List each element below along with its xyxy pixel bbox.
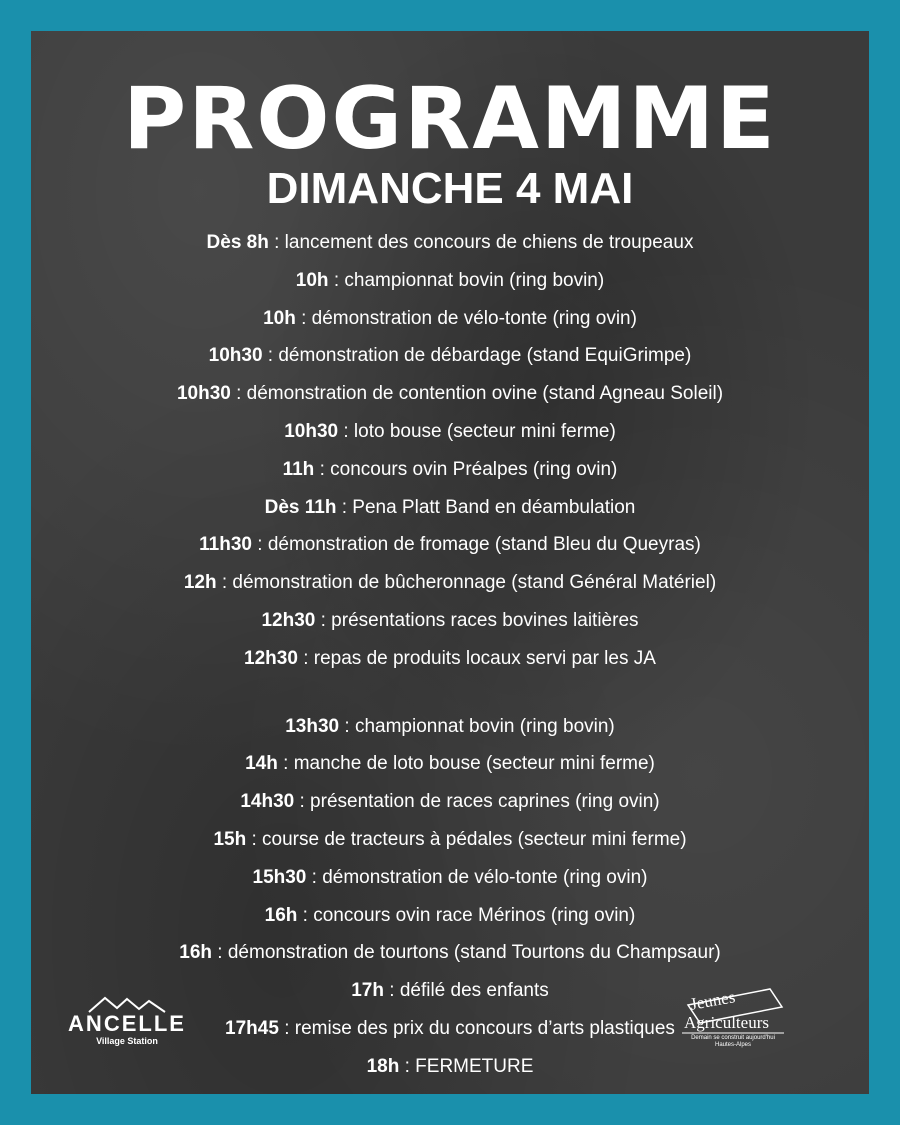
schedule-time: 12h30	[261, 609, 316, 631]
schedule-time: 15h	[213, 828, 247, 850]
schedule-row	[31, 934, 869, 972]
ancelle-name: ANCELLE	[68, 1011, 186, 1036]
schedule-row	[31, 564, 869, 602]
schedule-text: : FERMETURE	[399, 1055, 534, 1077]
schedule-row	[31, 413, 869, 451]
schedule-text: : présentation de races caprines (ring ovin)	[294, 791, 660, 813]
schedule-text: : démonstration de bûcheronnage (stand Général Matériel)	[216, 572, 717, 594]
schedule-time: 10h30	[176, 383, 231, 405]
ja-tagline: Demain se construit aujourd'hui Hautes-Alpes	[691, 1035, 775, 1048]
schedule-row	[31, 375, 869, 413]
schedule-text: : démonstration de fromage (stand Bleu du Queyras)	[251, 534, 701, 556]
schedule-row	[31, 821, 869, 859]
schedule-row	[31, 897, 869, 935]
schedule-text: : présentations races bovines laitières	[315, 609, 639, 631]
schedule-row	[31, 489, 869, 527]
schedule-row	[31, 451, 869, 489]
schedule-text: : concours ovin race Mérinos (ring ovin)	[297, 904, 636, 926]
schedule-row	[31, 526, 869, 564]
schedule-row	[31, 859, 869, 897]
ja-word-agriculteurs: Agriculteurs	[684, 1013, 769, 1032]
schedule-text: : championnat bovin (ring bovin)	[328, 269, 605, 291]
schedule-text: : championnat bovin (ring bovin)	[339, 715, 615, 737]
schedule-time: 17h	[351, 980, 384, 1002]
schedule-text: : loto bouse (secteur mini ferme)	[338, 420, 616, 442]
schedule-text: : Pena Platt Band en déambulation	[336, 496, 636, 518]
schedule-time: 10h	[263, 307, 296, 329]
schedule-text: : démonstration de tourtons (stand Tourtons du Champsaur)	[212, 942, 721, 964]
schedule-row	[31, 337, 869, 375]
schedule-text: : manche de loto bouse (secteur mini ferme)	[277, 753, 655, 775]
schedule-time: 15h30	[252, 866, 307, 888]
schedule-text: : remise des prix du concours d’arts plastiques	[278, 1017, 675, 1039]
schedule-time: 13h30	[285, 715, 340, 737]
schedule-row	[31, 783, 869, 821]
schedule-row	[31, 262, 869, 300]
ancelle-tagline: Village Station	[96, 1036, 158, 1046]
schedule-text: : démonstration de vélo-tonte (ring ovin)	[306, 866, 648, 888]
schedule-text: : course de tracteurs à pédales (secteur mini ferme)	[246, 828, 687, 850]
schedule-time: 14h	[245, 753, 278, 775]
schedule-time: 10h	[295, 269, 329, 291]
schedule-time: 16h	[264, 904, 298, 926]
schedule-row	[31, 708, 869, 746]
schedule-text: : démonstration de débardage (stand EquiGrimpe)	[262, 345, 692, 367]
schedule-row	[31, 300, 869, 338]
schedule-time: 17h45	[225, 1017, 279, 1039]
poster-board	[31, 31, 869, 1094]
schedule-list	[31, 224, 869, 1086]
schedule-text: : repas de produits locaux servi par les JA	[297, 647, 656, 669]
schedule-text: : démonstration de contention ovine (stand Agneau Soleil)	[230, 383, 724, 405]
schedule-time: 16h	[179, 942, 213, 964]
schedule-time: 14h30	[240, 791, 295, 813]
schedule-text: : défilé des enfants	[383, 980, 549, 1002]
schedule-time: 12h30	[244, 647, 298, 669]
schedule-time: 11h	[282, 458, 315, 480]
ja-word-jeunes: Jeunes	[688, 987, 737, 1014]
schedule-row	[31, 602, 869, 640]
schedule-time: 11h30	[199, 534, 252, 556]
schedule-row	[31, 745, 869, 783]
schedule-time: Dès 8h	[206, 232, 269, 253]
schedule-text: : lancement des concours de chiens de troupeaux	[268, 232, 694, 253]
schedule-time: 10h30	[208, 345, 263, 367]
schedule-row	[31, 640, 869, 678]
jeunes-agriculteurs-logo	[670, 975, 790, 1055]
schedule-time: 12h	[183, 572, 217, 594]
ancelle-logo	[62, 995, 192, 1055]
poster-title: PROGRAMME	[123, 69, 777, 169]
schedule-text: : démonstration de vélo-tonte (ring ovin)	[295, 307, 637, 329]
schedule-row	[31, 224, 869, 262]
poster-date: DIMANCHE 4 MAI	[266, 164, 634, 213]
schedule-time: Dès 11h	[264, 496, 337, 518]
schedule-time: 10h30	[284, 420, 339, 442]
schedule-text: : concours ovin Préalpes (ring ovin)	[314, 458, 618, 480]
schedule-time: 18h	[366, 1055, 400, 1077]
